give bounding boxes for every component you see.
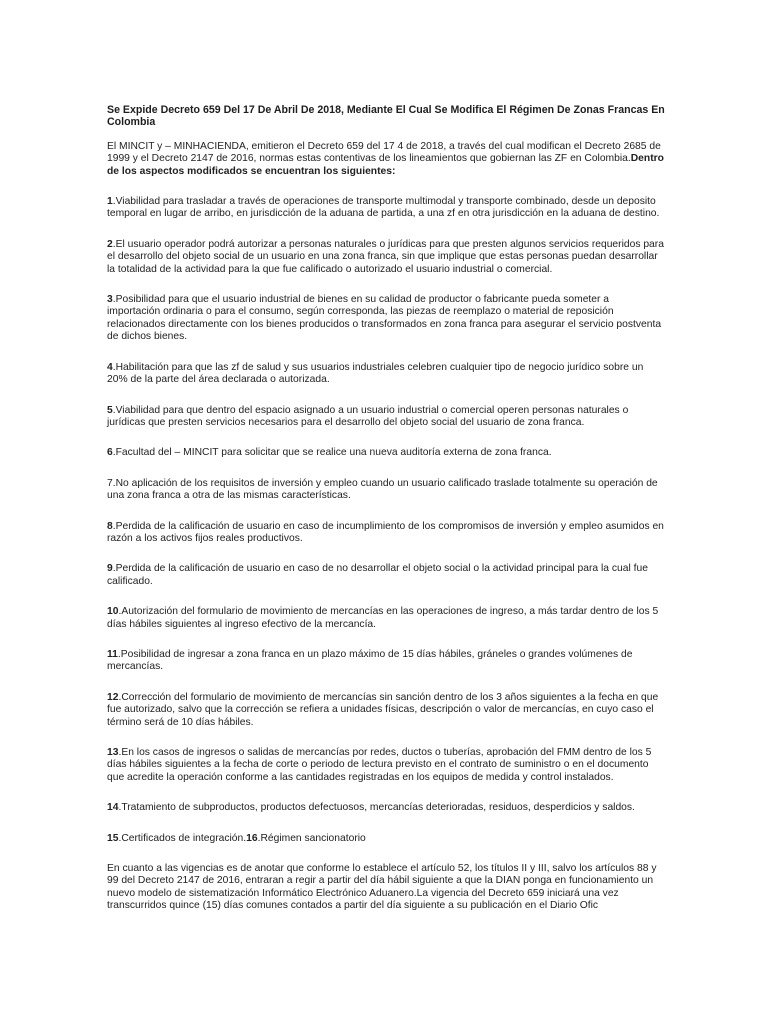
list-item — [107, 606, 665, 631]
item-text: .Posibilidad para que el usuario industrial de bienes en su calidad de productor o fabricante pueda someter a importación ordinaria o para el consumo, según corresponda, las piezas de reemplazo o material de reposición relacionados directamente con los bienes producidos o transformados en zona franca para asegurar el servicio postventa de dichos bienes. — [107, 294, 662, 343]
list-item — [107, 239, 665, 276]
item-text: .Certificados de integración. — [118, 832, 247, 844]
list-item — [107, 447, 665, 459]
item-text: .Perdida de la calificación de usuario en caso de no desarrollar el objeto social o la actividad principal para la cual fue calificado. — [107, 563, 648, 587]
list-item — [107, 649, 665, 674]
item-number: 1 — [107, 196, 113, 208]
list-item — [107, 478, 665, 503]
list-item — [107, 405, 665, 430]
item-text: .Posibilidad de ingresar a zona franca en un plazo máximo de 15 días hábiles, gráneles o grandes volúmenes de mercancías. — [107, 648, 633, 673]
item-number: 7 — [107, 477, 113, 489]
list-item — [107, 196, 665, 221]
item-text: .Tratamiento de subproductos, productos defectuosos, mercancías deterioradas, residuos, desperdicios y saldos. — [118, 802, 635, 814]
list-item — [107, 747, 665, 784]
item-number: 12 — [107, 691, 119, 703]
list-item — [107, 692, 665, 729]
item-text: .No aplicación de los requisitos de inversión y empleo cuando un usuario calificado traslade totalmente su operación de una zona franca a otra de las mismas características. — [107, 477, 658, 502]
item-number: 16 — [246, 832, 258, 844]
document-body — [107, 104, 665, 913]
modifications-list — [107, 196, 665, 815]
item-number: 3 — [107, 294, 113, 306]
item-text: .Autorización del formulario de movimiento de mercancías en las operaciones de ingreso, a más tardar dentro de los 5 días hábiles siguientes al ingreso efectivo de la mercancía. — [107, 606, 659, 630]
document-title: Se Expide Decreto 659 Del 17 De Abril De 2018, Mediante El Cual Se Modifica El Régimen De Zonas Francas En Colombia — [107, 104, 665, 129]
list-item — [107, 521, 665, 546]
intro-paragraph — [107, 141, 665, 178]
list-item-15-16 — [107, 833, 665, 845]
list-item — [107, 802, 665, 814]
item-number: 4 — [107, 361, 113, 373]
list-item — [107, 362, 665, 387]
item-text: .Viabilidad para que dentro del espacio asignado a un usuario industrial o comercial operen personas naturales o jurídicas que presten servicios necesarios para el desarrollo del objeto social del usuario de zona franca. — [107, 404, 629, 428]
item-text: .Viabilidad para trasladar a través de operaciones de transporte multimodal y transporte combinado, desde un deposito temporal en lugar de arribo, en jurisdicción de la aduana de partida, a una zf en otra jurisdicción en la aduana de destino. — [107, 196, 660, 220]
list-item — [107, 563, 665, 588]
item-text: .Habilitación para que las zf de salud y sus usuarios industriales celebren cualquier tipo de negocio jurídico sobre un 20% de la parte del área declarada o autorizada. — [107, 361, 644, 386]
item-number: 11 — [107, 648, 118, 660]
list-item — [107, 294, 665, 344]
item-text: .En los casos de ingresos o salidas de mercancías por redes, ductos o tuberías, aprobación del FMM dentro de los 5 días hábiles siguientes a la fecha de corte o periodo de lectura previsto en el contrato de suministro o en el documento que acredite la operación conforme a las cantidades registradas en los equipos de medida y control instalados. — [107, 747, 652, 783]
item-text: .Corrección del formulario de movimiento de mercancías sin sanción dentro de los 3 años siguientes a la fecha en que fue autorizado, salvo que la corrección se refiera a unidades físicas, descripción o valor de mercancías, en cuyo caso el término será de 10 días hábiles. — [107, 691, 659, 728]
item-text: .El usuario operador podrá autorizar a personas naturales o jurídicas para que presten algunos servicios requeridos para el desarrollo del objeto social de un usuario en una zona franca, sin que implique que estas personas puedan desarrollar la totalidad de la actividad para la que fue calificado o autorizado el usuario industrial o comercial. — [107, 238, 664, 275]
item-number: 13 — [107, 747, 119, 758]
item-number: 9 — [107, 563, 113, 575]
item-text: .Régimen sancionatorio — [257, 832, 366, 844]
item-number: 8 — [107, 520, 113, 532]
item-text: .Facultad del – MINCIT para solicitar que se realice una nueva auditoría externa de zona franca. — [112, 447, 552, 459]
intro-text: El MINCIT y – MINHACIENDA, emitieron el Decreto 659 del 17 4 de 2018, a través del cual modifican el Decreto 2685 de 1999 y el Decreto 2147 de 2016, normas estas contentivas de los lineamientos que gobiernan las ZF en Colombia. — [107, 140, 661, 165]
item-number: 15 — [107, 832, 119, 844]
item-text: .Perdida de la calificación de usuario en caso de incumplimiento de los compromisos de inversión y empleo asumidos en razón a los activos fijos reales productivos. — [107, 520, 664, 544]
intro-bold-text: Dentro de los aspectos modificados se encuentran los siguientes: — [107, 153, 664, 177]
item-number: 5 — [107, 404, 113, 416]
item-number: 14 — [107, 802, 119, 814]
item-number: 6 — [107, 447, 113, 459]
closing-paragraph: En cuanto a las vigencias es de anotar que conforme lo establece el artículo 52, los títulos II y III, salvo los artículos 88 y 99 del Decreto 2147 de 2016, entraran a regir a partir del día hábil siguiente a que la DIAN ponga en funcionamiento un nuevo modelo de sistematización Informático Electrónico Aduanero.La vigencia del Decreto 659 iniciará una vez transcurridos quince (15) días comunes contados a partir del día siguiente a su publicación en el Diario Ofic — [107, 863, 657, 912]
item-number: 2 — [107, 238, 113, 250]
item-number: 10 — [107, 606, 119, 618]
